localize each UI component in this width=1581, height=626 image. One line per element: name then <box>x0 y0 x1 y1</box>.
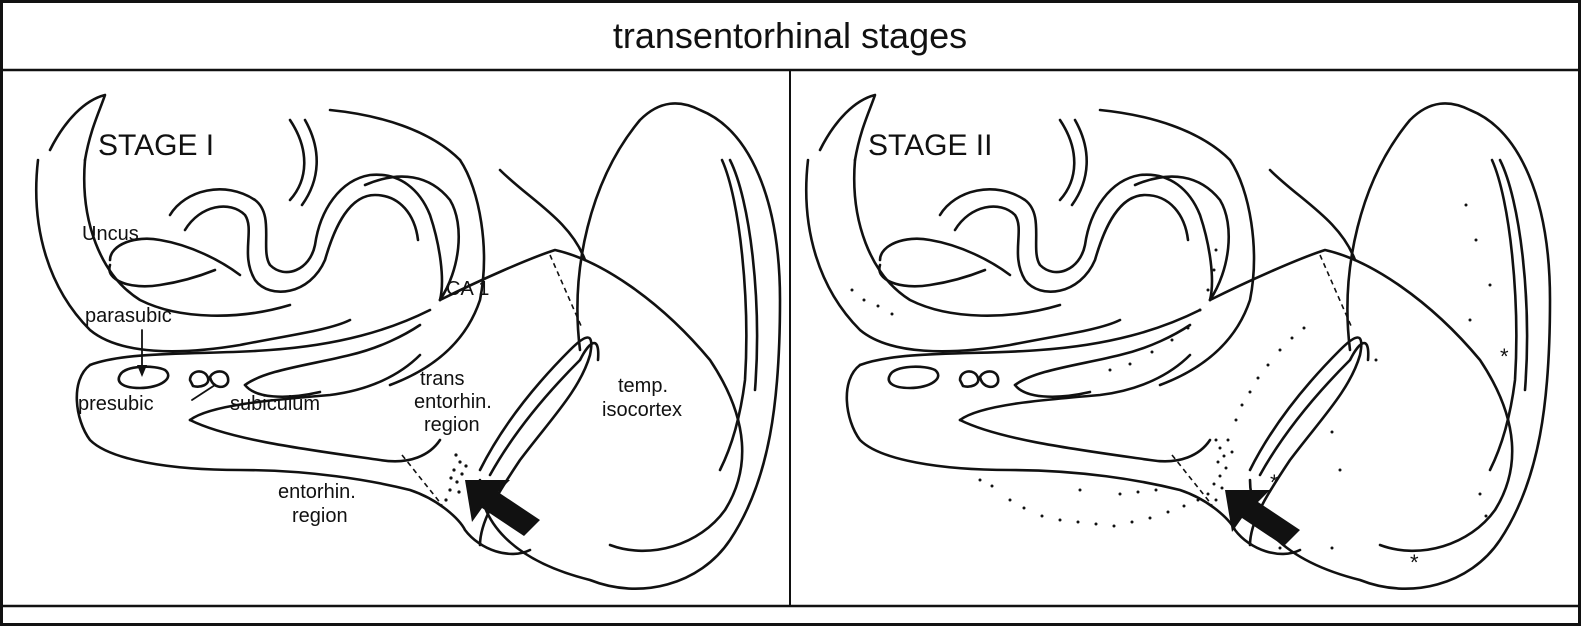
label-trans: trans <box>420 368 465 390</box>
brain-section-outline <box>36 95 780 589</box>
label-entorhin: entorhin. <box>414 391 492 413</box>
lesion-dots <box>851 204 1492 550</box>
label-temp: temp. <box>618 375 669 397</box>
figure-title: transentorhinal stages <box>612 15 968 56</box>
stage-label: STAGE I <box>98 129 215 162</box>
panel-stage-1 <box>36 95 780 589</box>
label-isocortex: isocortex <box>602 399 683 421</box>
arrow-indicator <box>1225 490 1300 546</box>
asterisk-markers <box>1270 344 1509 575</box>
label-presubic: presubic <box>78 393 154 415</box>
label-subiculum: subiculum <box>230 393 321 415</box>
label-ca1: CA 1 <box>446 278 490 300</box>
asterisk-mark: * <box>1270 470 1279 495</box>
asterisk-mark: * <box>1500 344 1509 369</box>
label-entorhin-region-line-2: region <box>292 505 348 527</box>
asterisk-mark: * <box>1410 550 1419 575</box>
pointer-arrowhead <box>137 365 147 377</box>
label-region: region <box>424 414 480 436</box>
brain-section-outline <box>806 95 1550 589</box>
stage-label: STAGE II <box>868 129 993 162</box>
panel-stage-2 <box>806 95 1550 589</box>
boundary-line-lower <box>402 455 442 505</box>
label-uncus: Uncus <box>82 223 139 245</box>
lesion-dots <box>444 453 467 501</box>
boundary-line-lower <box>1172 455 1212 505</box>
label-entorhin-region-line-1: entorhin. <box>278 481 356 503</box>
label-parasubic: parasubic <box>85 305 172 327</box>
